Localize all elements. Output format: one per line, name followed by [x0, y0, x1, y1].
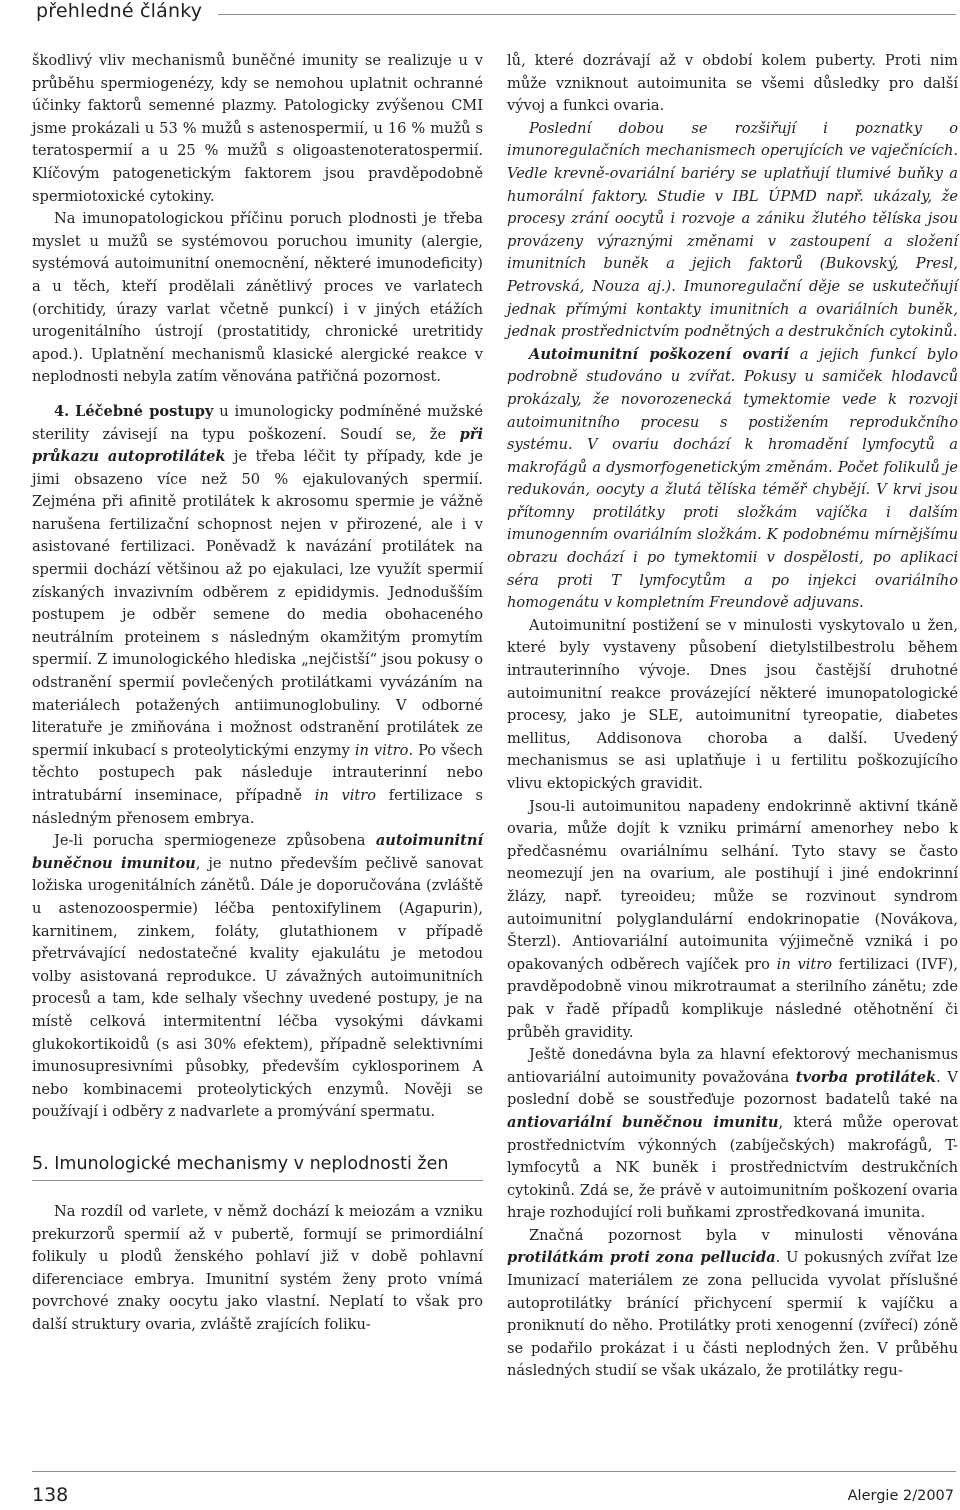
paragraph: Poslední dobou se rozšiřují i poznatky o imunoregulačních mechanismech operujících ve vaječnících. Vedle krevně-ovariální bariéry se uplatňují tlumivé buňky a humorální faktory. Studie v IBL ÚPMD např. ukázaly, že procesy zrání oocytů i rozvoje a zániku žlutého tělíska jsou provázeny výraznými změnami v zastoupení a složení imunitních buněk a jejich faktorů (Bukovský, Presl, Petrovská, Nouza aj.). Imunoregulační děje se uskutečňují jednak přímými kontakty imunitních a ovariálních buněk, jednak prostřednictvím podnětných a destrukčních cytokinů. — [507, 119, 958, 341]
page-number: 138 — [32, 1484, 69, 1506]
paragraph: Na rozdíl od varlete, v němž dochází k meiozám a vzniku prekurzorů spermií až v pubertě, formují se primordiální folikuly u plodů ženského pohlaví již v době pohlavní diferenciace embrya. Imunitní systém ženy proto vnímá povrchové znaky oocytu jako vlastní. Neplatí to však pro další struktury ovaria, zvláště zrajících foliku- — [32, 1202, 483, 1333]
paragraph: Jsou-li autoimunitou napadeny endokrinně aktivní tkáně ovaria, může dojít k vzniku primární amenorhey nebo k předčasnému ovariálnímu selhání. Tyto stavy se často neomezují jen na ovarium, ale postihují i jiné endokrinní žlázy, např. tyreoideu; může se rozvinout syndrom autoimunitní polyglandulární endokrinopatie (Novákova, Šterzl). Antiovariální autoimunita výjimečně vzniká i po opakovaných odběrech vajíček pro in vitro fertilizaci (IVF), pravděpodobně vinou mikrotraumat a sterilního zánětu; zde pak v řadě případů komplikuje následné otěhotnění či průběh gravidity. — [507, 797, 958, 1041]
footer-rule — [32, 1471, 956, 1472]
paragraph: lů, které dozrávají až v období kolem puberty. Proti nim může vzniknout autoimunita se všemi důsledky pro další vývoj a funkci ovaria. — [507, 52, 958, 115]
paragraph: škodlivý vliv mechanismů buněčné imunity se realizuje u v průběhu spermiogenézy, kdy se nemohou uplatnit ochranné účinky faktorů semenné plazmy. Patologicky zvýšenou CMI jsme prokázali u 53 % mužů s astenospermií, u 16 % mužů s teratospermií a u 25 % mužů s oligoastenoteratospermií. Klíčovým patogenetickým faktorem jsou pravděpodobně spermiotoxické cytokiny. — [32, 52, 483, 205]
paragraph: 4. Léčebné postupy u imunologicky podmíněné mužské sterility závisejí na typu poškození. Soudí se, že při průkazu autoprotilátek je třeba léčit ty případy, kde je jimi obsazeno více než 50 % ejakulovaných spermií. Zejména při afinitě protilátek k akrosomu spermie je vážně narušena fertilizační schopnost nejen v přirozené, ale i v asistované fertilizaci. Poněvadž k navázání protilátek na spermii dochází většinou až po ejakulaci, lze využít spermií získaných invazivním odběrem z epididymis. Jednodušším postupem je odběr semene do media obohaceného neutrálním proteinem s následným okamžitým promytím spermií. Z imunologického hlediska „nejčistší“ jsou pokusy o odstranění spermií povlečených protilátkami vyvázáním na materiálech potažených antiimunoglobuliny. V odborné literatuře je zmiňována i možnost odstranění protilátek ze spermií inkubací s proteolytickými enzymy in vitro. Po všech těchto postupech pak následuje intrauterinní nebo intratubární inseminace, případně in vitro fertilizace s následným přenosem embrya. — [32, 402, 484, 827]
paragraph: Ještě donedávna byla za hlavní efektorový mechanismus antiovariální autoimunity považována tvorba protilátek. V poslední době se soustřeďuje pozornost badatelů také na antiovariální buněčnou imunitu, která může operovat prostřednictvím výkonných (zabíječských) makrofágů, T-lymfocytů a NK buněk i prostřednictvím destrukčních cytokinů. Zdá se, že právě v autoimunitním poškození ovaria hraje rozhodující roli buňkami zprostředkovaná imunita. — [507, 1046, 958, 1222]
left-column — [32, 50, 483, 1336]
header-rule — [218, 14, 956, 15]
paragraph: Autoimunitní poškození ovarií a jejich funkcí bylo podrobně studováno u zvířat. Pokusy u samiček hlodavců prokázaly, že novorozenecká tymektomie vede k rozvoji autoimunitního procesu s postižením reprodukčního systému. V ovariu dochází k hromadění lymfocytů a makrofágů a dysmorfogenetickým změnám. Počet folikulů je redukován, oocyty a žlutá tělíska téměř chybějí. V krvi jsou přítomny protilátky proti složkám vajíčka i dalším imunogenním ovariálním složkám. K podobnému mírnějšímu obrazu dochází i po tymektomii v dospělosti, po aplikaci séra proti T lymfocytům a po injekci ovariálního homogenátu v kompletním Freundově adjuvans. — [507, 345, 958, 612]
paragraph: Na imunopatologickou příčinu poruch plodnosti je třeba myslet u mužů se systémovou poruchou imunity (alergie, systémová autoimunitní onemocnění, některé imunodeficity) a u těch, kteří prodělali zánětlivý proces ve varlatech (orchitidy, úrazy varlat včetně punkcí) i v jiných etážích urogenitálního ústrojí (prostatitidy, chronické uretritidy apod.). Uplatnění mechanismů klasické alergické reakce v neplodnosti nebyla zatím věnována patřičná pozornost. — [32, 210, 483, 386]
section-heading: 5. Imunologické mechanismy v neplodnosti žen — [32, 1152, 483, 1181]
section-title: přehledné články — [36, 0, 203, 22]
paragraph: Je-li porucha spermiogeneze způsobena autoimunitní buněčnou imunitou, je nutno především pečlivě sanovat ložiska urogenitálních zánětů. Dále je doporučována (zvláště u astenozoospermie) léčba pentoxifylinem (Agapurin), karnitinem, zinkem, foláty, glutathionem v případě přetrvávající nedostatečné kvality ejakulátu je metodou volby asistovaná reprodukce. U závažných autoimunitních procesů a tam, kde selhaly všechny uvedené postupy, je na místě celková intermitentní léčba vysokými dávkami glukokortikoidů (s asi 30% efektem), případně selektivními imunosupresivními působky, především cyklosporinem A nebo kombinacemi proteolytických enzymů. Nověji se používají i odběry z nadvarlete a promývání spermatu. — [32, 832, 483, 1121]
page-header — [0, 0, 960, 32]
paragraph: Autoimunitní postižení se v minulosti vyskytovalo u žen, které byly vystaveny působení dietylstilbestrolu během intrauterinního vývoje. Dnes jsou častější druhotné autoimunitní reakce provázející některé imunopatologické procesy, jako je SLE, autoimunitní tyreopatie, diabetes mellitus, Addisonova choroba a další. Uvedený mechanismus se asi uplatňuje i u fertilitu poškozujícího vlivu ektopických gravidit. — [507, 616, 958, 792]
journal-name: Alergie 2/2007 — [847, 1488, 954, 1504]
right-column — [507, 50, 958, 1383]
paragraph: Značná pozornost byla v minulosti věnována protilátkám proti zona pellucida. U pokusných zvířat lze Imunizací materiálem ze zona pellucida vyvolat příslušné autoprotilátky bránící přichycení spermií k vajíčku a proniknutí do něho. Protilátky proti xenogenní (zvířecí) zóně se podařilo prokázat i u části neplodných žen. V průběhu následných studií se však ukázalo, že protilátky regu- — [507, 1226, 958, 1380]
